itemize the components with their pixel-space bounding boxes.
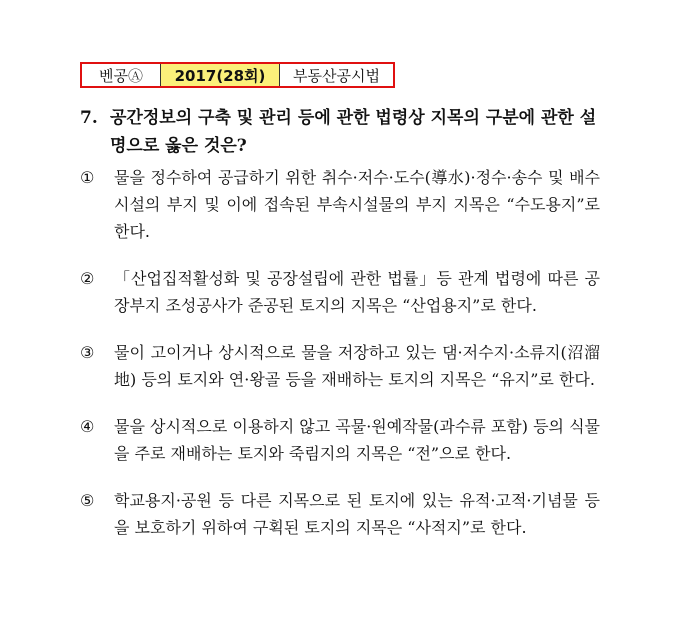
question-text: 공간정보의 구축 및 관리 등에 관한 법령상 지목의 구분에 관한 설명으로 옳은 것은? [110,108,597,156]
option-text: 학교용지·공원 등 다른 지목으로 된 토지에 있는 유적·고적·기념물 등을 보호하기 위하여 구획된 토지의 지목은 “사적지”로 한다. [114,491,600,537]
exam-info-header [80,62,395,88]
answer-options [80,164,600,561]
question-number: 7. [80,108,98,128]
option-marker: ③ [80,343,95,362]
exam-year-label: 2017(28회) [161,64,280,86]
subject-label: 벤공Ⓐ [82,64,161,86]
option-marker: ① [80,168,95,187]
option-marker: ② [80,269,95,288]
question-stem [80,104,600,160]
option-text: 물이 고이거나 상시적으로 물을 저장하고 있는 댐·저수지·소류지(沼溜地) 등의 토지와 연·왕골 등을 재배하는 토지의 지목은 “유지”로 한다. [114,343,600,389]
option-5[interactable] [80,487,600,541]
option-marker: ④ [80,417,95,436]
option-4[interactable] [80,413,600,467]
option-text: 물을 정수하여 공급하기 위한 취수·저수·도수(導水)·정수·송수 및 배수 시설의 부지 및 이에 접속된 부속시설물의 부지 지목은 “수도용지”로 한다. [114,168,600,241]
option-text: 「산업집적활성화 및 공장설립에 관한 법률」등 관계 법령에 따른 공장부지 조성공사가 준공된 토지의 지목은 “산업용지”로 한다. [114,269,600,315]
option-2[interactable] [80,265,600,319]
option-1[interactable] [80,164,600,245]
option-marker: ⑤ [80,491,95,510]
law-name-label: 부동산공시법 [293,66,380,85]
option-text: 물을 상시적으로 이용하지 않고 곡물·원예작물(과수류 포함) 등의 식물을 주로 재배하는 토지와 죽림지의 지목은 “전”으로 한다. [114,417,600,463]
option-3[interactable] [80,339,600,393]
